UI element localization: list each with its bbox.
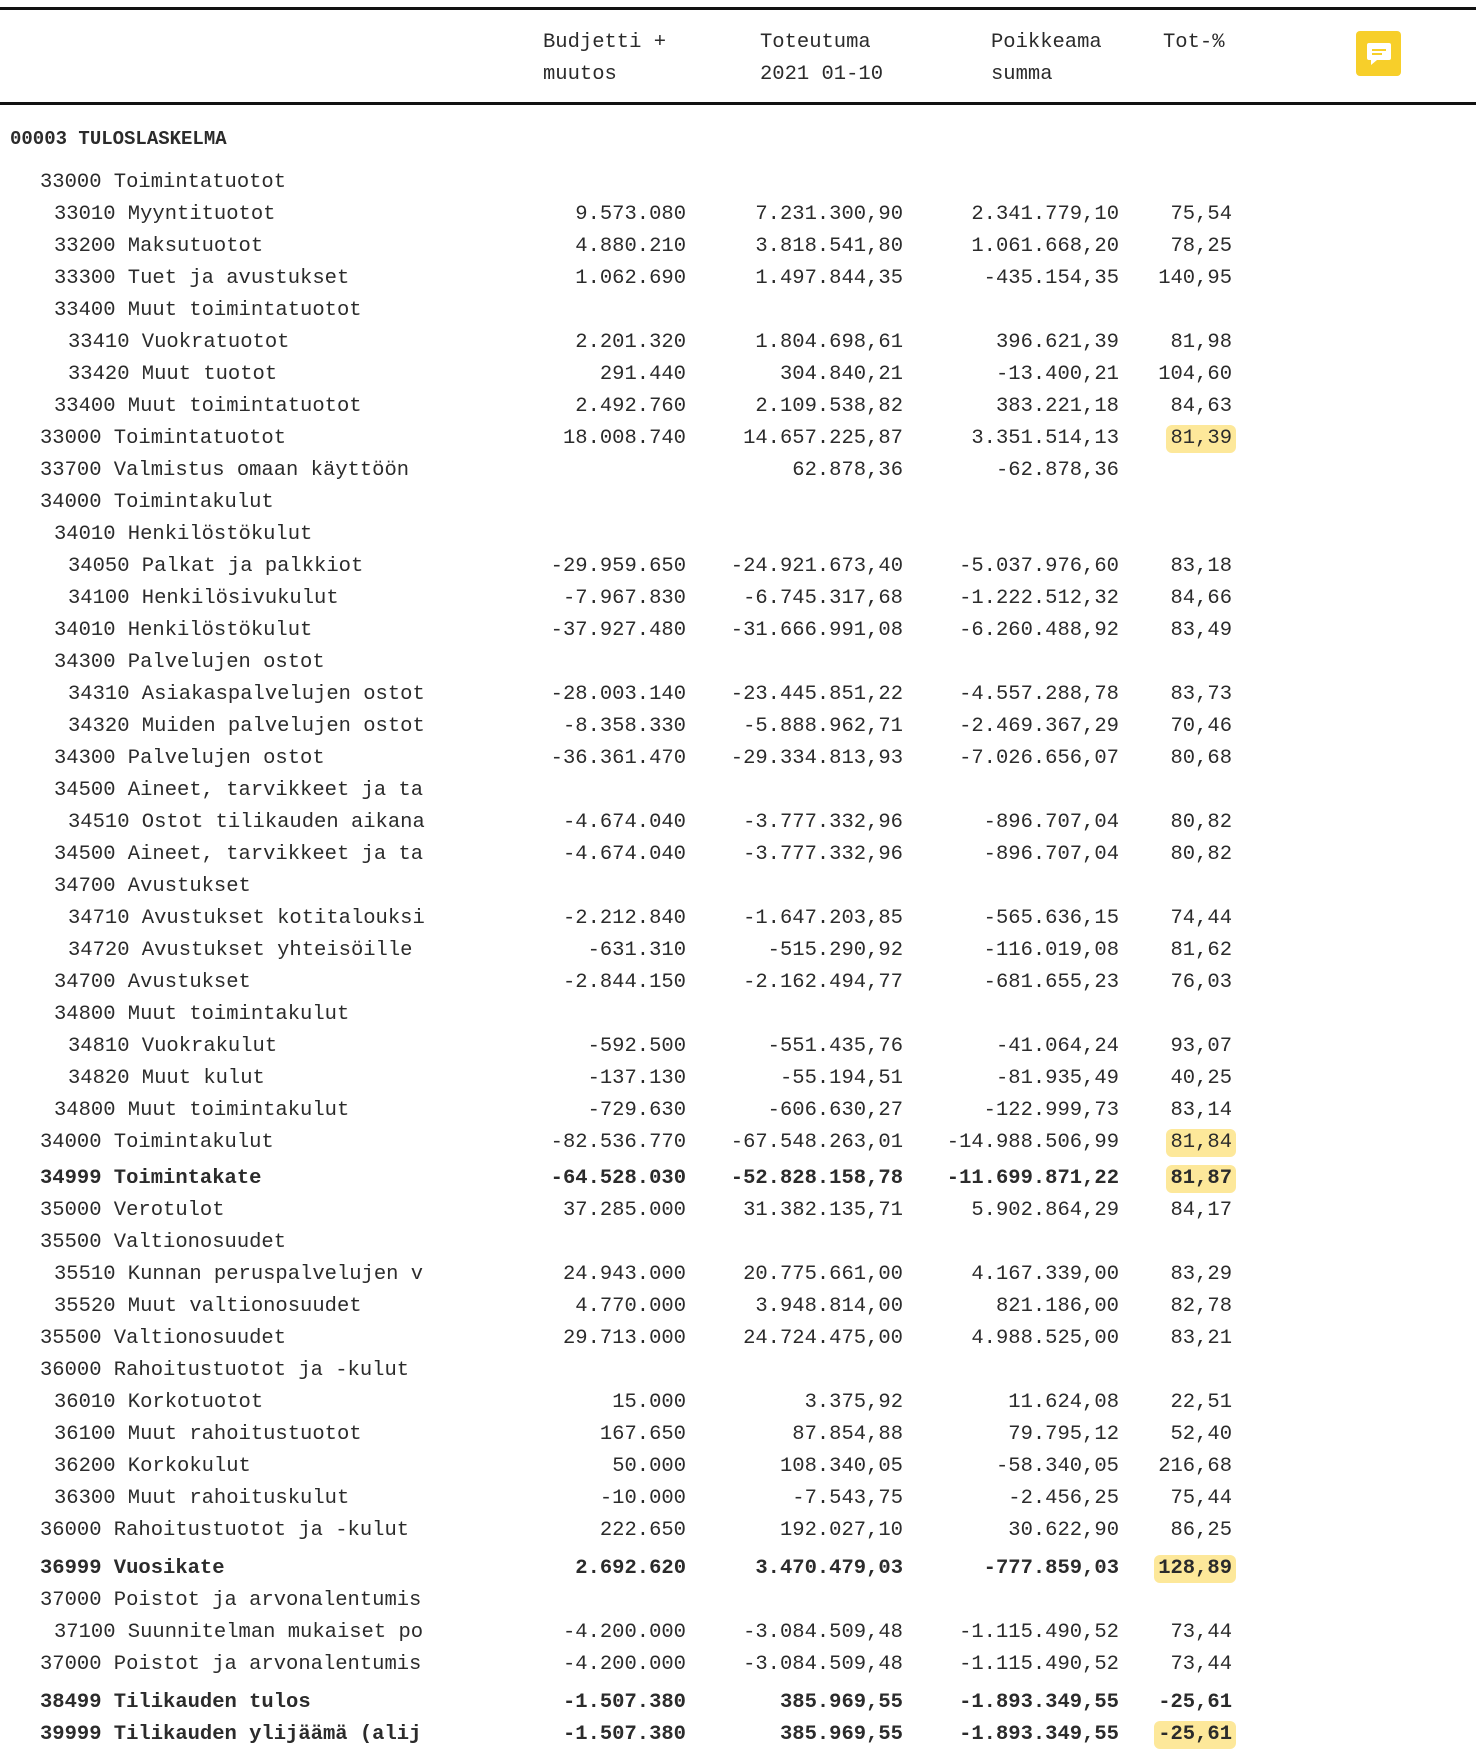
cell-actual: 385.969,55	[779, 1723, 903, 1746]
table-row	[0, 1355, 1476, 1387]
row-label: 36000 Rahoitustuotot ja -kulut	[40, 1359, 410, 1382]
header-actual	[760, 27, 883, 91]
cell-actual: -2.162.494,77	[743, 971, 903, 994]
cell-actual: -23.445.851,22	[730, 683, 903, 706]
section-title: 00003 TULOSLASKELMA	[10, 128, 227, 150]
row-label: 37100 Suunnitelman mukaiset po	[54, 1621, 424, 1644]
cell-deviation: 79.795,12	[1008, 1423, 1119, 1446]
cell-pct: -25,61	[1154, 1721, 1236, 1749]
table-row	[0, 423, 1476, 455]
table-row	[0, 551, 1476, 583]
cell-pct: 76,03	[1170, 971, 1232, 994]
comment-note-icon[interactable]	[1356, 31, 1401, 76]
table-row	[0, 455, 1476, 487]
row-label: 34710 Avustukset kotitalouksi	[68, 907, 425, 930]
table-row	[0, 295, 1476, 327]
cell-budget: -729.630	[587, 1099, 686, 1122]
cell-deviation: -2.469.367,29	[959, 715, 1119, 738]
row-label: 33400 Muut toimintatuotot	[54, 299, 362, 322]
row-label: 34010 Henkilöstökulut	[54, 619, 313, 642]
table-row	[0, 1483, 1476, 1515]
row-label: 34810 Vuokrakulut	[68, 1035, 278, 1058]
cell-deviation: -565.636,15	[983, 907, 1119, 930]
cell-deviation: -1.222.512,32	[959, 587, 1119, 610]
row-label: 35510 Kunnan peruspalvelujen v	[54, 1263, 424, 1286]
cell-pct: 52,40	[1170, 1423, 1232, 1446]
row-label: 34300 Palvelujen ostot	[54, 747, 325, 770]
table-row	[0, 807, 1476, 839]
cell-deviation: -81.935,49	[995, 1067, 1119, 1090]
cell-budget: -592.500	[587, 1035, 686, 1058]
table-row	[0, 231, 1476, 263]
table-row	[0, 1291, 1476, 1323]
cell-pct: 83,21	[1170, 1327, 1232, 1350]
cell-deviation: -11.699.871,22	[946, 1167, 1119, 1190]
cell-deviation: 5.902.864,29	[971, 1199, 1119, 1222]
cell-actual: -52.828.158,78	[730, 1167, 903, 1190]
table-row	[0, 1323, 1476, 1355]
cell-budget: 222.650	[599, 1519, 686, 1542]
cell-pct: 83,18	[1170, 555, 1232, 578]
row-label: 33410 Vuokratuotot	[68, 331, 290, 354]
cell-budget: -64.528.030	[550, 1167, 686, 1190]
cell-pct: 104,60	[1158, 363, 1232, 386]
cell-pct: 70,46	[1170, 715, 1232, 738]
cell-deviation: -2.456,25	[1008, 1487, 1119, 1510]
table-row	[0, 711, 1476, 743]
table-row	[0, 1649, 1476, 1681]
cell-actual: 24.724.475,00	[743, 1327, 903, 1350]
cell-actual: 62.878,36	[792, 459, 903, 482]
cell-pct: 81,39	[1166, 425, 1236, 453]
table-row	[0, 359, 1476, 391]
cell-deviation: 4.167.339,00	[971, 1263, 1119, 1286]
row-label: 36010 Korkotuotot	[54, 1391, 264, 1414]
table-row	[0, 583, 1476, 615]
cell-actual: 1.497.844,35	[755, 267, 903, 290]
cell-deviation: 821.186,00	[995, 1295, 1119, 1318]
cell-pct: 83,14	[1170, 1099, 1232, 1122]
header-budget-line2: muutos	[543, 63, 617, 86]
cell-pct: 75,54	[1170, 203, 1232, 226]
cell-actual: 304.840,21	[779, 363, 903, 386]
table-row	[0, 647, 1476, 679]
cell-pct: 84,63	[1170, 395, 1232, 418]
cell-actual: 3.948.814,00	[755, 1295, 903, 1318]
cell-deviation: -777.859,03	[983, 1557, 1119, 1580]
row-label: 34000 Toimintakulut	[40, 1131, 274, 1154]
row-label: 34300 Palvelujen ostot	[54, 651, 325, 674]
cell-actual: 3.470.479,03	[755, 1557, 903, 1580]
cell-budget: 167.650	[599, 1423, 686, 1446]
row-label: 34800 Muut toimintakulut	[54, 1099, 350, 1122]
cell-pct: 84,17	[1170, 1199, 1232, 1222]
cell-budget: -37.927.480	[550, 619, 686, 642]
cell-budget: -137.130	[587, 1067, 686, 1090]
cell-pct: 216,68	[1158, 1455, 1232, 1478]
row-label: 36200 Korkokulut	[54, 1455, 251, 1478]
cell-pct: 74,44	[1170, 907, 1232, 930]
row-label: 33700 Valmistus omaan käyttöön	[40, 459, 410, 482]
cell-pct: 81,62	[1170, 939, 1232, 962]
header-deviation-line1: Poikkeama	[991, 31, 1102, 54]
cell-actual: 7.231.300,90	[755, 203, 903, 226]
cell-deviation: -1.115.490,52	[959, 1653, 1119, 1676]
cell-deviation: -1.893.349,55	[959, 1691, 1119, 1714]
cell-actual: -24.921.673,40	[730, 555, 903, 578]
cell-pct: 78,25	[1170, 235, 1232, 258]
cell-deviation: 11.624,08	[1008, 1391, 1119, 1414]
cell-actual: -5.888.962,71	[743, 715, 903, 738]
table-row	[0, 1163, 1476, 1195]
cell-deviation: -5.037.976,60	[959, 555, 1119, 578]
cell-budget: 2.201.320	[575, 331, 686, 354]
cell-actual: -3.777.332,96	[743, 843, 903, 866]
cell-pct: 83,29	[1170, 1263, 1232, 1286]
cell-deviation: -58.340,05	[995, 1455, 1119, 1478]
cell-actual: -3.084.509,48	[743, 1653, 903, 1676]
cell-budget: 2.692.620	[575, 1557, 686, 1580]
cell-actual: -55.194,51	[779, 1067, 903, 1090]
table-row	[0, 1127, 1476, 1159]
row-label: 33300 Tuet ja avustukset	[54, 267, 350, 290]
row-label: 33200 Maksutuotot	[54, 235, 264, 258]
cell-budget: 50.000	[612, 1455, 686, 1478]
table-row	[0, 615, 1476, 647]
row-label: 37000 Poistot ja arvonalentumis	[40, 1653, 422, 1676]
cell-pct: 86,25	[1170, 1519, 1232, 1542]
row-label: 34720 Avustukset yhteisöille	[68, 939, 413, 962]
cell-deviation: -116.019,08	[983, 939, 1119, 962]
cell-actual: -67.548.263,01	[730, 1131, 903, 1154]
cell-pct: 83,73	[1170, 683, 1232, 706]
cell-pct: 80,68	[1170, 747, 1232, 770]
cell-pct: 93,07	[1170, 1035, 1232, 1058]
cell-pct: 22,51	[1170, 1391, 1232, 1414]
header-actual-line2: 2021 01-10	[760, 63, 884, 86]
cell-actual: 3.818.541,80	[755, 235, 903, 258]
cell-actual: 31.382.135,71	[743, 1199, 903, 1222]
table-row	[0, 1195, 1476, 1227]
row-label: 33000 Toimintatuotot	[40, 171, 287, 194]
cell-budget: -1.507.380	[562, 1691, 686, 1714]
row-label: 35000 Verotulot	[40, 1199, 225, 1222]
cell-budget: -29.959.650	[550, 555, 686, 578]
table-row	[0, 1419, 1476, 1451]
cell-budget: 18.008.740	[562, 427, 686, 450]
row-label: 39999 Tilikauden ylijäämä (alij	[40, 1723, 422, 1746]
cell-budget: 2.492.760	[575, 395, 686, 418]
row-label: 34050 Palkat ja palkkiot	[68, 555, 364, 578]
cell-budget: -2.844.150	[562, 971, 686, 994]
row-label: 34100 Henkilösivukulut	[68, 587, 339, 610]
table-row	[0, 967, 1476, 999]
cell-actual: -7.543,75	[792, 1487, 903, 1510]
cell-actual: 192.027,10	[779, 1519, 903, 1542]
cell-pct: 80,82	[1170, 843, 1232, 866]
cell-deviation: -1.115.490,52	[959, 1621, 1119, 1644]
cell-deviation: -4.557.288,78	[959, 683, 1119, 706]
cell-actual: -551.435,76	[767, 1035, 903, 1058]
cell-deviation: -896.707,04	[983, 811, 1119, 834]
cell-actual: 385.969,55	[779, 1691, 903, 1714]
cell-deviation: -13.400,21	[995, 363, 1119, 386]
table-row	[0, 1387, 1476, 1419]
cell-deviation: -896.707,04	[983, 843, 1119, 866]
header-deviation-line2: summa	[991, 63, 1053, 86]
table-row	[0, 871, 1476, 903]
cell-pct: 81,87	[1166, 1165, 1236, 1193]
cell-deviation: -7.026.656,07	[959, 747, 1119, 770]
table-row	[0, 1585, 1476, 1617]
row-label: 34320 Muiden palvelujen ostot	[68, 715, 425, 738]
table-row	[0, 903, 1476, 935]
table-row	[0, 1719, 1476, 1751]
cell-pct: 140,95	[1158, 267, 1232, 290]
row-label: 34000 Toimintakulut	[40, 491, 274, 514]
cell-actual: 108.340,05	[779, 1455, 903, 1478]
table-row	[0, 679, 1476, 711]
table-row	[0, 1095, 1476, 1127]
cell-deviation: -6.260.488,92	[959, 619, 1119, 642]
cell-actual: -29.334.813,93	[730, 747, 903, 770]
cell-deviation: -435.154,35	[983, 267, 1119, 290]
cell-deviation: 396.621,39	[995, 331, 1119, 354]
cell-actual: -3.084.509,48	[743, 1621, 903, 1644]
table-row	[0, 1687, 1476, 1719]
cell-actual: -606.630,27	[767, 1099, 903, 1122]
cell-pct: -25,61	[1158, 1691, 1232, 1714]
row-label: 33420 Muut tuotot	[68, 363, 278, 386]
cell-actual: 20.775.661,00	[743, 1263, 903, 1286]
cell-deviation: -41.064,24	[995, 1035, 1119, 1058]
table-row	[0, 1031, 1476, 1063]
cell-actual: -515.290,92	[767, 939, 903, 962]
cell-budget: -4.200.000	[562, 1621, 686, 1644]
cell-pct: 80,82	[1170, 811, 1232, 834]
row-label: 35500 Valtionosuudet	[40, 1327, 287, 1350]
row-label: 34999 Toimintakate	[40, 1167, 262, 1190]
cell-budget: -4.674.040	[562, 843, 686, 866]
cell-deviation: 1.061.668,20	[971, 235, 1119, 258]
row-label: 34500 Aineet, tarvikkeet ja ta	[54, 779, 424, 802]
row-label: 35520 Muut valtionosuudet	[54, 1295, 362, 1318]
cell-deviation: -1.893.349,55	[959, 1723, 1119, 1746]
cell-budget: -28.003.140	[550, 683, 686, 706]
table-row	[0, 327, 1476, 359]
cell-budget: 291.440	[599, 363, 686, 386]
row-label: 33000 Toimintatuotot	[40, 427, 287, 450]
header-budget	[543, 27, 666, 91]
cell-budget: 4.770.000	[575, 1295, 686, 1318]
cell-deviation: -14.988.506,99	[946, 1131, 1119, 1154]
table-row	[0, 1553, 1476, 1585]
cell-deviation: 2.341.779,10	[971, 203, 1119, 226]
header-budget-line1: Budjetti +	[543, 31, 667, 54]
row-label: 37000 Poistot ja arvonalentumis	[40, 1589, 422, 1612]
cell-pct: 84,66	[1170, 587, 1232, 610]
cell-actual: -6.745.317,68	[743, 587, 903, 610]
row-label: 35500 Valtionosuudet	[40, 1231, 287, 1254]
cell-deviation: 30.622,90	[1008, 1519, 1119, 1542]
cell-deviation: 3.351.514,13	[971, 427, 1119, 450]
cell-budget: -7.967.830	[562, 587, 686, 610]
header-deviation	[991, 27, 1102, 91]
cell-budget: 1.062.690	[575, 267, 686, 290]
row-label: 34010 Henkilöstökulut	[54, 523, 313, 546]
row-label: 34820 Muut kulut	[68, 1067, 265, 1090]
cell-pct: 83,49	[1170, 619, 1232, 642]
row-label: 34310 Asiakaspalvelujen ostot	[68, 683, 425, 706]
table-row	[0, 167, 1476, 199]
cell-actual: -31.666.991,08	[730, 619, 903, 642]
cell-deviation: 383.221,18	[995, 395, 1119, 418]
cell-deviation: -122.999,73	[983, 1099, 1119, 1122]
cell-deviation: -681.655,23	[983, 971, 1119, 994]
cell-actual: 1.804.698,61	[755, 331, 903, 354]
cell-pct: 82,78	[1170, 1295, 1232, 1318]
cell-budget: -8.358.330	[562, 715, 686, 738]
table-row	[0, 1227, 1476, 1259]
row-label: 34800 Muut toimintakulut	[54, 1003, 350, 1026]
table-row	[0, 1451, 1476, 1483]
row-label: 36100 Muut rahoitustuotot	[54, 1423, 362, 1446]
cell-budget: -2.212.840	[562, 907, 686, 930]
row-label: 36300 Muut rahoituskulut	[54, 1487, 350, 1510]
cell-pct: 73,44	[1170, 1621, 1232, 1644]
cell-actual: 2.109.538,82	[755, 395, 903, 418]
cell-actual: 14.657.225,87	[743, 427, 903, 450]
cell-budget: 24.943.000	[562, 1263, 686, 1286]
cell-actual: 3.375,92	[804, 1391, 903, 1414]
cell-budget: 15.000	[612, 1391, 686, 1414]
cell-pct: 40,25	[1170, 1067, 1232, 1090]
cell-budget: -82.536.770	[550, 1131, 686, 1154]
cell-budget: -4.674.040	[562, 811, 686, 834]
cell-actual: -3.777.332,96	[743, 811, 903, 834]
table-row	[0, 775, 1476, 807]
row-label: 34700 Avustukset	[54, 971, 251, 994]
cell-pct: 75,44	[1170, 1487, 1232, 1510]
cell-deviation: -62.878,36	[995, 459, 1119, 482]
table-row	[0, 263, 1476, 295]
cell-deviation: 4.988.525,00	[971, 1327, 1119, 1350]
cell-pct: 128,89	[1154, 1555, 1236, 1583]
row-label: 34510 Ostot tilikauden aikana	[68, 811, 425, 834]
cell-budget: -10.000	[599, 1487, 686, 1510]
cell-budget: -1.507.380	[562, 1723, 686, 1746]
cell-budget: 4.880.210	[575, 235, 686, 258]
header-actual-line1: Toteutuma	[760, 31, 871, 54]
cell-pct: 81,84	[1166, 1129, 1236, 1157]
row-label: 33400 Muut toimintatuotot	[54, 395, 362, 418]
table-row	[0, 391, 1476, 423]
cell-actual: 87.854,88	[792, 1423, 903, 1446]
table-row	[0, 519, 1476, 551]
header-rule	[0, 102, 1476, 105]
table-row	[0, 1063, 1476, 1095]
table-row	[0, 1617, 1476, 1649]
table-row	[0, 743, 1476, 775]
table-row	[0, 999, 1476, 1031]
cell-budget: 37.285.000	[562, 1199, 686, 1222]
cell-pct: 73,44	[1170, 1653, 1232, 1676]
cell-budget: -4.200.000	[562, 1653, 686, 1676]
table-row	[0, 199, 1476, 231]
row-label: 34700 Avustukset	[54, 875, 251, 898]
cell-actual: -1.647.203,85	[743, 907, 903, 930]
cell-budget: -36.361.470	[550, 747, 686, 770]
row-label: 33010 Myyntituotot	[54, 203, 276, 226]
table-row	[0, 1259, 1476, 1291]
table-row	[0, 487, 1476, 519]
row-label: 38499 Tilikauden tulos	[40, 1691, 311, 1714]
table-row	[0, 1515, 1476, 1547]
table-row	[0, 839, 1476, 871]
cell-budget: 29.713.000	[562, 1327, 686, 1350]
row-label: 34500 Aineet, tarvikkeet ja ta	[54, 843, 424, 866]
row-label: 36000 Rahoitustuotot ja -kulut	[40, 1519, 410, 1542]
header-pct: Tot-%	[1163, 31, 1225, 54]
cell-budget: 9.573.080	[575, 203, 686, 226]
top-rule	[0, 7, 1476, 10]
cell-budget: -631.310	[587, 939, 686, 962]
row-label: 36999 Vuosikate	[40, 1557, 225, 1580]
table-row	[0, 935, 1476, 967]
cell-pct: 81,98	[1170, 331, 1232, 354]
